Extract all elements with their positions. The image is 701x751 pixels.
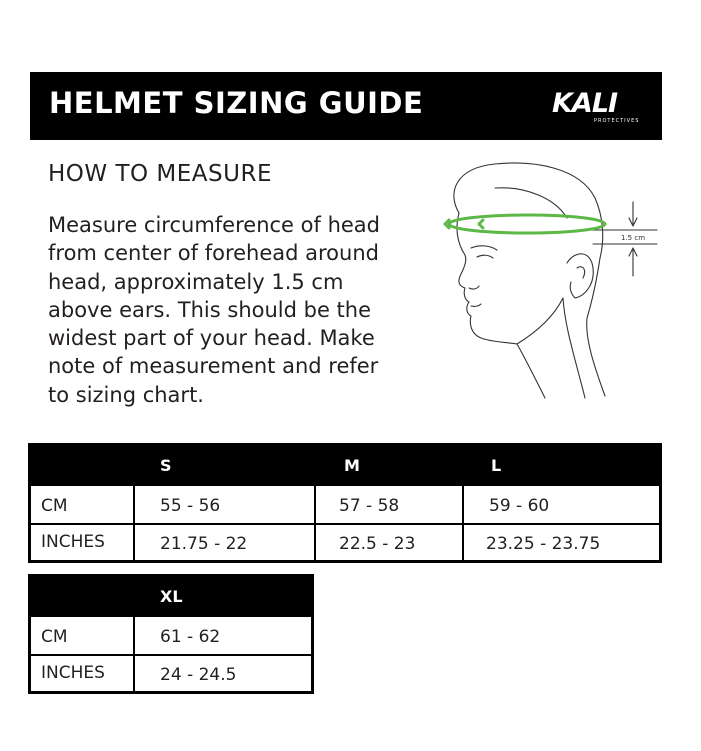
size-chart-xl <box>28 574 314 694</box>
size-label-l: L <box>491 456 502 475</box>
measuring-band <box>445 215 605 233</box>
table-cell: 59 - 60 <box>464 486 659 525</box>
table-cell: 61 - 62 <box>135 617 311 656</box>
guide-title: HELMET SIZING GUIDE <box>49 86 424 120</box>
table-cell: 24 - 24.5 <box>160 665 237 685</box>
size-header-row <box>31 577 311 617</box>
how-to-measure-heading: HOW TO MEASURE <box>48 161 272 187</box>
unit-cell-cm: CM <box>31 486 135 525</box>
diagram-offset-label: 1.5 cm <box>621 234 646 242</box>
unit-cell-inches: INCHES <box>31 656 135 691</box>
table-cell: 57 - 58 <box>316 486 464 525</box>
size-label-xl: XL <box>160 587 183 606</box>
face-profile <box>457 213 545 398</box>
guide-header <box>30 72 662 140</box>
table-cell: 55 - 56 <box>135 486 316 525</box>
table-cell: 22.5 - 23 <box>316 525 464 560</box>
size-header-row <box>31 446 659 486</box>
head-outline <box>454 163 605 396</box>
logo-wordmark: KALI <box>552 88 618 119</box>
size-label-s: S <box>160 456 172 475</box>
logo-subtext: PROTECTIVES <box>594 118 640 124</box>
size-chart-s-m-l <box>28 443 662 563</box>
unit-cell-cm: CM <box>31 617 135 656</box>
head-measurement-diagram <box>435 158 665 403</box>
kali-logo <box>548 90 648 126</box>
unit-cell-inches: INCHES <box>31 525 135 560</box>
size-label-m: M <box>344 456 360 475</box>
table-cell: 21.75 - 22 <box>135 525 316 560</box>
ear-outline <box>567 254 593 298</box>
measure-instructions: Measure circumference of head from center of forehead around head, approximately 1.5 cm above ears. This should be the widest part of your head. Make note of measurement and refer to sizing chart. <box>48 213 380 407</box>
table-cell: 23.25 - 23.75 <box>486 534 601 554</box>
